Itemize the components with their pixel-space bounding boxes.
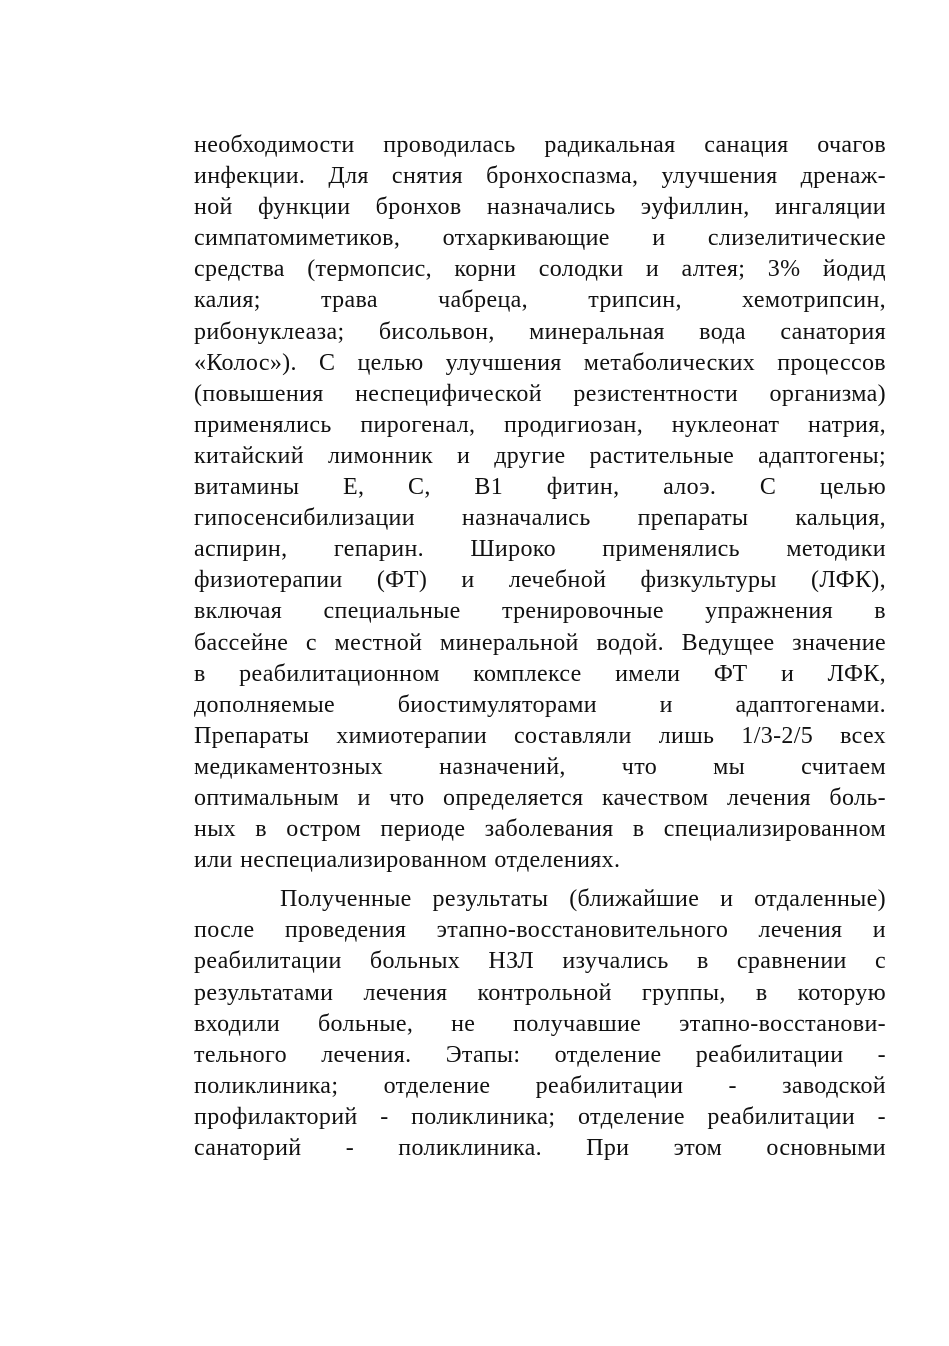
text-line: включая специальные тренировочные упражнения в <box>194 598 886 625</box>
text-line: калия; трава чабреца, трипсин, хемотрипсин, <box>194 287 886 314</box>
text-line: в реабилитационном комплексе имели ФТ и ЛФК, <box>194 660 886 687</box>
text-line: «Колос»). С целью улучшения метаболических процессов <box>194 349 886 376</box>
text-line: витамины Е, С, В1 фитин, алоэ. С целью <box>194 474 886 501</box>
text-line: реабилитации больных НЗЛ изучались в сравнении с <box>194 948 886 975</box>
text-line: оптимальным и что определяется качеством лечения боль- <box>194 784 886 811</box>
text-line: китайский лимонник и другие растительные адаптогены; <box>194 442 886 469</box>
body-text <box>194 130 886 1164</box>
text-line: гипосенсибилизации назначались препараты кальция, <box>194 505 886 532</box>
text-line: применялись пирогенал, продигиозан, нуклеонат натрия, <box>194 411 886 438</box>
text-line: профилакторий - поликлиника; отделение реабилитации - <box>194 1103 886 1130</box>
paragraph <box>194 884 886 1164</box>
text-line: рибонуклеаза; бисольвон, минеральная вода санатория <box>194 318 886 345</box>
text-line: бассейне с местной минеральной водой. Ведущее значение <box>194 629 886 656</box>
paragraph-gap <box>194 876 886 884</box>
text-line: поликлиника; отделение реабилитации - заводской <box>194 1072 886 1099</box>
text-line: санаторий - поликлиника. При этом основными <box>194 1135 886 1161</box>
text-line: после проведения этапно-восстановительного лечения и <box>194 917 886 944</box>
text-line: медикаментозных назначений, что мы считаем <box>194 753 886 780</box>
text-line: инфекции. Для снятия бронхоспазма, улучшения дренаж- <box>194 163 886 190</box>
text-line: дополняемые биостимуляторами и адаптогенами. <box>194 691 886 718</box>
text-line: тельного лечения. Этапы: отделение реабилитации - <box>194 1041 886 1068</box>
text-line: (повышения неспецифической резистентности организма) <box>194 380 886 407</box>
text-line: результатами лечения контрольной группы, в которую <box>194 979 886 1006</box>
text-line: симпатомиметиков, отхаркивающие и слизелитические <box>194 225 886 252</box>
text-line: ной функции бронхов назначались эуфиллин, ингаляции <box>194 194 886 221</box>
text-line: физиотерапии (ФТ) и лечебной физкультуры (ЛФК), <box>194 567 886 594</box>
text-line: Полученные результаты (ближайшие и отдаленные) <box>280 886 886 913</box>
text-line: или неспециализированном отделениях. <box>194 847 621 874</box>
text-line: аспирин, гепарин. Широко применялись методики <box>194 536 886 563</box>
text-line: Препараты химиотерапии составляли лишь 1/3-2/5 всех <box>194 722 886 749</box>
text-line: ных в остром периоде заболевания в специализированном <box>194 816 886 843</box>
paragraph <box>194 130 886 876</box>
text-line: необходимости проводилась радикальная санация очагов <box>194 132 886 158</box>
text-line: средства (термопсис, корни солодки и алтея; 3% йодид <box>194 256 886 283</box>
text-line: входили больные, не получавшие этапно-восстанови- <box>194 1010 886 1037</box>
